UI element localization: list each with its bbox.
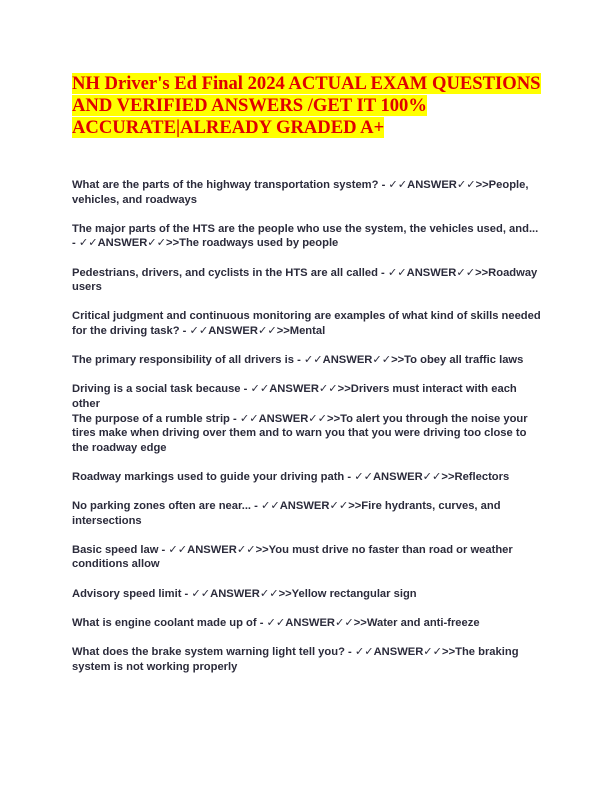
qa-item: The primary responsibility of all drivers is - ✓✓ANSWER✓✓>>To obey all traffic laws <box>72 354 524 367</box>
qa-item: What are the parts of the highway transportation system? - ✓✓ANSWER✓✓>>People, vehicles, and roadways <box>72 179 529 206</box>
qa-item: Driving is a social task because - ✓✓ANSWER✓✓>>Drivers must interact with each other <box>72 383 517 410</box>
qa-item: Roadway markings used to guide your driving path - ✓✓ANSWER✓✓>>Reflectors <box>72 470 510 483</box>
qa-item: The purpose of a rumble strip - ✓✓ANSWER✓✓>>To alert you through the noise your tires make when driving over them and to warn you that you were driving too close to the roadway edge <box>72 412 528 454</box>
qa-item: What is engine coolant made up of - ✓✓ANSWER✓✓>>Water and anti-freeze <box>72 616 480 629</box>
document-title <box>72 73 544 139</box>
qa-item: Critical judgment and continuous monitoring are examples of what kind of skills needed for the driving task? - ✓✓ANSWER✓✓>>Mental <box>72 310 541 337</box>
qa-item: What does the brake system warning light tell you? - ✓✓ANSWER✓✓>>The braking system is not working properly <box>72 646 519 673</box>
qa-item: The major parts of the HTS are the people who use the system, the vehicles used, and... - ✓✓ANSWER✓✓>>The roadways used by people <box>72 222 539 250</box>
document-title-text: NH Driver's Ed Final 2024 ACTUAL EXAM QUESTIONS AND VERIFIED ANSWERS /GET IT 100% ACCURATE|ALREADY GRADED A+ <box>72 73 541 138</box>
qa-item: No parking zones often are near... - ✓✓ANSWER✓✓>>Fire hydrants, curves, and intersections <box>72 500 501 527</box>
qa-item: Pedestrians, drivers, and cyclists in the HTS are all called - ✓✓ANSWER✓✓>>Roadway users <box>72 266 538 294</box>
qa-item: Basic speed law - ✓✓ANSWER✓✓>>You must drive no faster than road or weather conditions allow <box>72 543 513 571</box>
qa-list <box>72 178 542 689</box>
qa-item: Advisory speed limit - ✓✓ANSWER✓✓>>Yellow rectangular sign <box>72 587 417 600</box>
